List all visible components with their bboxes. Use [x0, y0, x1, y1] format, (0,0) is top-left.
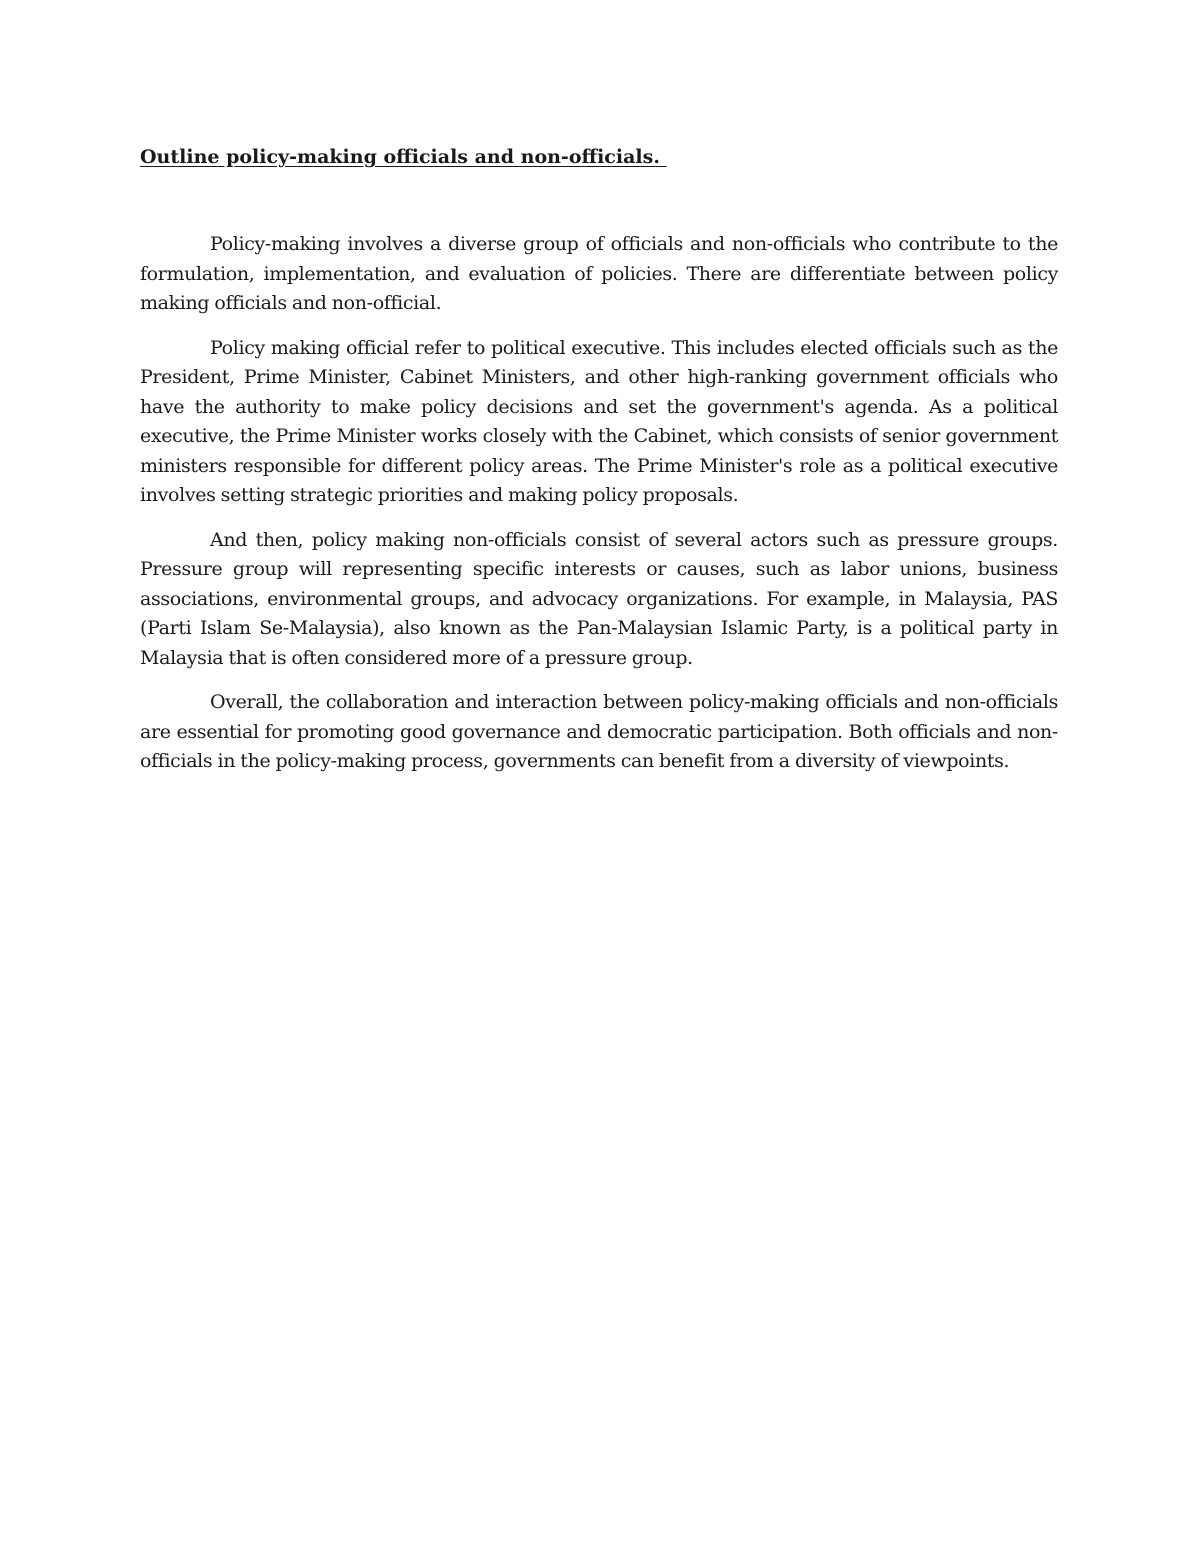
document-body: [140, 140, 1058, 792]
document-title: Outline policy-making officials and non-officials.: [140, 146, 667, 168]
paragraph-intro: Policy-making involves a diverse group of officials and non-officials who contribute to the formulation, implementation, and evaluation of policies. There are differentiate between policy making officials and non-official.: [140, 233, 1058, 314]
paragraph-non-officials: And then, policy making non-officials consist of several actors such as pressure groups. Pressure group will representing specific interests or causes, such as labor unions, business associations, environmental groups, and advocacy organizations. For example, in Malaysia, PAS (Parti Islam Se-Malaysia), also known as the Pan-Malaysian Islamic Party, is a political party in Malaysia that is often considered more of a pressure group.: [140, 528, 1058, 669]
paragraph-conclusion: Overall, the collaboration and interaction between policy-making officials and non-officials are essential for promoting good governance and democratic participation. Both officials and non-officials in the policy-making process, governments can benefit from a diversity of viewpoints.: [140, 691, 1058, 772]
paragraph-officials: Policy making official refer to political executive. This includes elected officials such as the President, Prime Minister, Cabinet Ministers, and other high-ranking government officials who have the authority to make policy decisions and set the government's agenda. As a political executive, the Prime Minister works closely with the Cabinet, which consists of senior government ministers responsible for different policy areas. The Prime Minister's role as a political executive involves setting strategic priorities and making policy proposals.: [140, 336, 1058, 506]
